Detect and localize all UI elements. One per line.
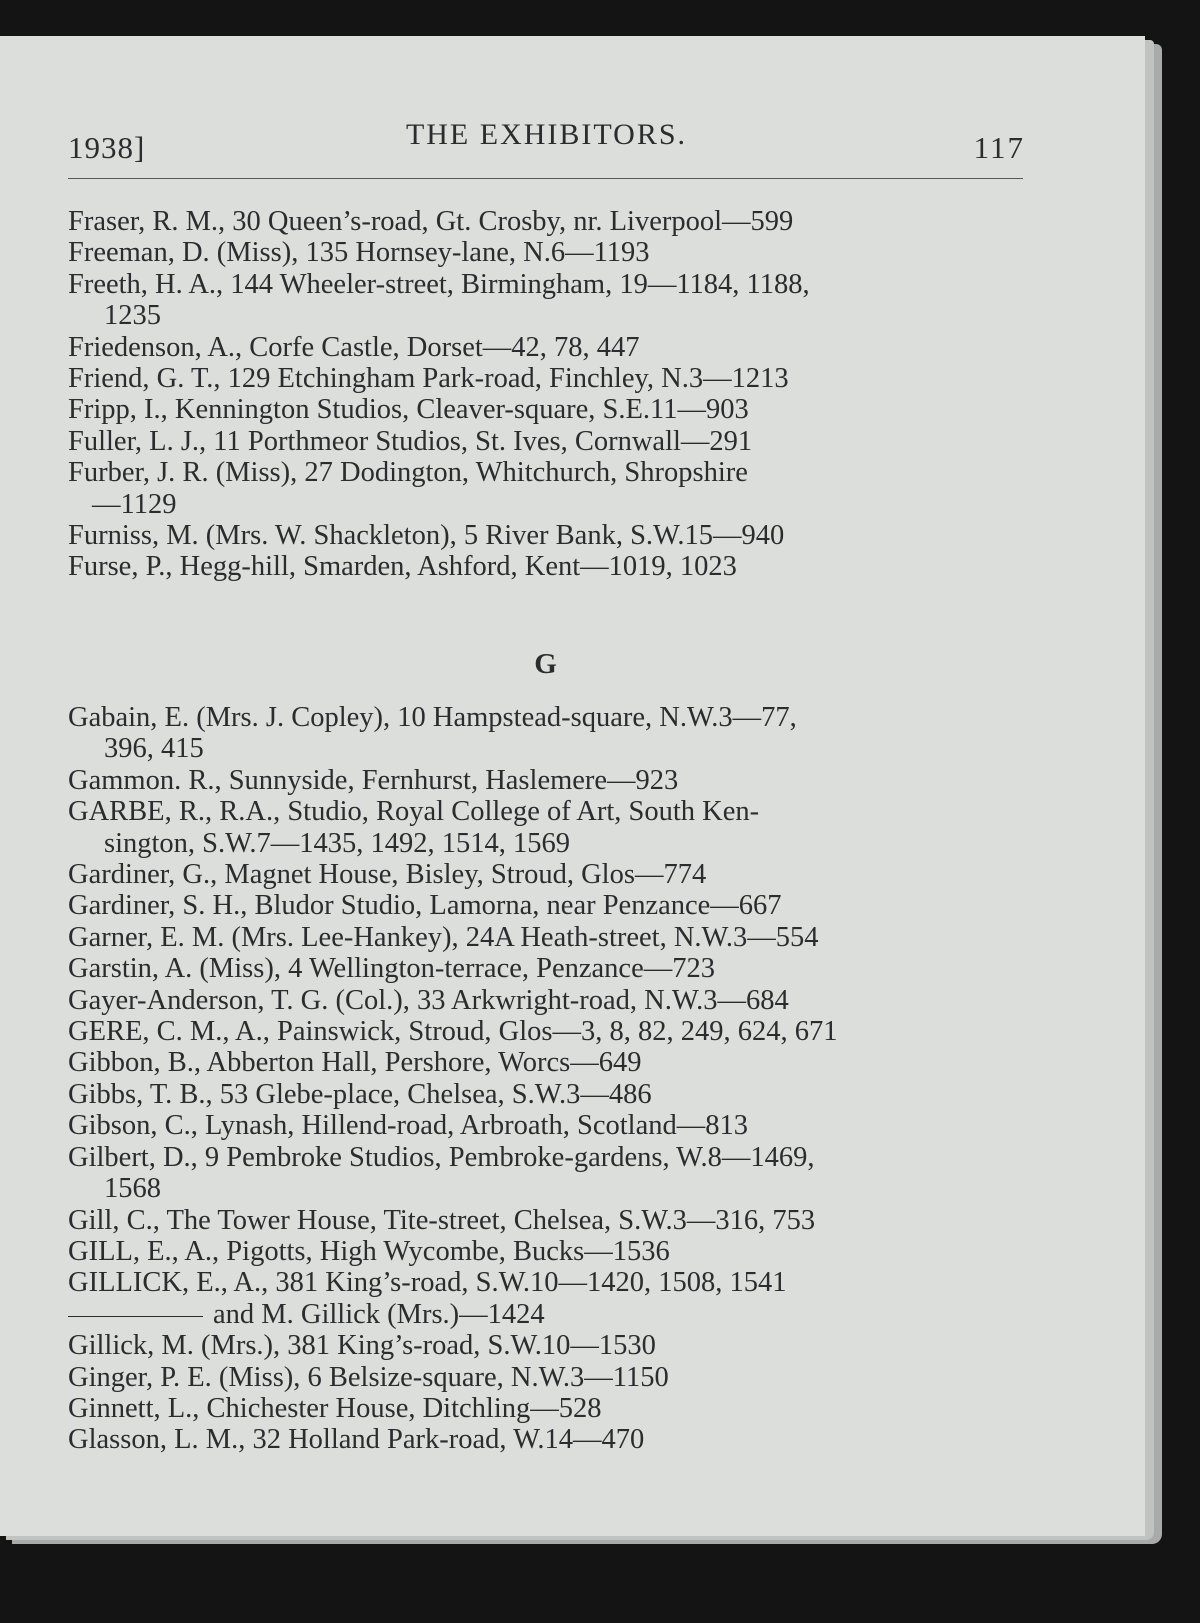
list-item bbox=[68, 1424, 1028, 1455]
list-item bbox=[68, 1142, 1028, 1205]
entry-text: Gillick, M. (Mrs.), 381 King’s-road, S.W.10—1530 bbox=[68, 1330, 656, 1362]
list-item bbox=[68, 1110, 1028, 1141]
header-rule bbox=[68, 178, 1023, 179]
list-item bbox=[68, 1393, 1028, 1424]
book-page bbox=[0, 36, 1145, 1536]
list-item bbox=[68, 1362, 1028, 1393]
list-item bbox=[68, 1299, 1028, 1330]
list-item bbox=[68, 1047, 1028, 1078]
entry-text: Gammon. R., Sunnyside, Fernhurst, Haslemere—923 bbox=[68, 764, 679, 796]
ditto-rule bbox=[68, 1316, 203, 1317]
list-item bbox=[68, 332, 1028, 363]
entry-text: Ginger, P. E. (Miss), 6 Belsize-square, N.W.3—1150 bbox=[68, 1361, 669, 1393]
list-item bbox=[68, 394, 1028, 425]
entry-text: Furniss, M. (Mrs. W. Shackleton), 5 River Bank, S.W.15—940 bbox=[68, 520, 785, 552]
entry-text: Gayer-Anderson, T. G. (Col.), 33 Arkwright-road, N.W.3—684 bbox=[68, 984, 789, 1016]
entry-text: Gibson, C., Lynash, Hillend-road, Arbroath, Scotland—813 bbox=[68, 1110, 748, 1142]
list-item bbox=[68, 206, 1028, 237]
entry-text: Fripp, I., Kennington Studios, Cleaver-square, S.E.11—903 bbox=[68, 394, 749, 426]
list-item bbox=[68, 363, 1028, 394]
list-item bbox=[68, 796, 1028, 859]
entry-text: Gill, C., The Tower House, Tite-street, Chelsea, S.W.3—316, 753 bbox=[68, 1204, 816, 1236]
list-item bbox=[68, 1079, 1028, 1110]
entry-text: Garner, E. M. (Mrs. Lee-Hankey), 24A Heath-street, N.W.3—554 bbox=[68, 921, 819, 953]
running-head-year: 1938] bbox=[68, 130, 146, 165]
entry-text: Freeman, D. (Miss), 135 Hornsey-lane, N.6—1193 bbox=[68, 237, 650, 269]
entry-text: Friend, G. T., 129 Etchingham Park-road, Finchley, N.3—1213 bbox=[68, 363, 789, 395]
entry-continuation: —1129 bbox=[92, 488, 177, 520]
entry-text: GILLICK, E., A., 381 King’s-road, S.W.10—1420, 1508, 1541 bbox=[68, 1267, 787, 1299]
list-item bbox=[68, 520, 1028, 551]
page-number: 117 bbox=[973, 130, 1025, 165]
list-item bbox=[68, 922, 1028, 953]
entry-text: Glasson, L. M., 32 Holland Park-road, W.14—470 bbox=[68, 1424, 645, 1456]
list-item bbox=[68, 237, 1028, 268]
section-heading: G bbox=[534, 648, 557, 680]
list-item bbox=[68, 1205, 1028, 1236]
list-item bbox=[68, 702, 1028, 765]
entry-text: Furber, J. R. (Miss), 27 Dodington, Whitchurch, Shropshire bbox=[68, 457, 748, 489]
list-item bbox=[68, 269, 1028, 332]
entry-text: GARBE, R., R.A., Studio, Royal College of Art, South Ken- bbox=[68, 796, 760, 828]
entry-text: Gibbs, T. B., 53 Glebe-place, Chelsea, S.W.3—486 bbox=[68, 1078, 652, 1110]
running-head-title: THE EXHIBITORS. bbox=[405, 118, 688, 151]
entries-g-section bbox=[68, 702, 1028, 1456]
entry-text: Gabain, E. (Mrs. J. Copley), 10 Hampstead-square, N.W.3—77, bbox=[68, 702, 797, 733]
list-item bbox=[68, 1016, 1028, 1047]
list-item bbox=[68, 1236, 1028, 1267]
list-item bbox=[68, 1267, 1028, 1298]
list-item bbox=[68, 426, 1028, 457]
entry-text: GILL, E., A., Pigotts, High Wycombe, Bucks—1536 bbox=[68, 1235, 670, 1267]
entry-text: Friedenson, A., Corfe Castle, Dorset—42, 78, 447 bbox=[68, 331, 640, 363]
entry-continuation: 1568 bbox=[104, 1173, 161, 1205]
entry-text: Gibbon, B., Abberton Hall, Pershore, Worcs—649 bbox=[68, 1047, 642, 1079]
entry-text: Ginnett, L., Chichester House, Ditchling—528 bbox=[68, 1392, 602, 1424]
running-head bbox=[68, 118, 1025, 168]
list-item bbox=[68, 551, 1028, 582]
entry-continuation: sington, S.W.7—1435, 1492, 1514, 1569 bbox=[104, 827, 571, 859]
entry-text: Fraser, R. M., 30 Queen’s-road, Gt. Crosby, nr. Liverpool—599 bbox=[68, 206, 794, 237]
entry-text: Gardiner, S. H., Bludor Studio, Lamorna, near Penzance—667 bbox=[68, 890, 782, 922]
list-item bbox=[68, 859, 1028, 890]
list-item bbox=[68, 953, 1028, 984]
entries-f-section bbox=[68, 206, 1028, 583]
entry-continuation: 1235 bbox=[104, 300, 161, 332]
entry-text: Garstin, A. (Miss), 4 Wellington-terrace, Penzance—723 bbox=[68, 953, 715, 985]
entry-text: Furse, P., Hegg-hill, Smarden, Ashford, Kent—1019, 1023 bbox=[68, 551, 737, 583]
entry-text: and M. Gillick (Mrs.)—1424 bbox=[213, 1298, 545, 1330]
entry-text: Fuller, L. J., 11 Porthmeor Studios, St. Ives, Cornwall—291 bbox=[68, 425, 753, 457]
list-item bbox=[68, 890, 1028, 921]
list-item bbox=[68, 985, 1028, 1016]
list-item bbox=[68, 765, 1028, 796]
entry-text: Freeth, H. A., 144 Wheeler-street, Birmingham, 19—1184, 1188, bbox=[68, 268, 810, 300]
list-item bbox=[68, 1330, 1028, 1361]
entry-continuation: 396, 415 bbox=[104, 733, 204, 765]
entry-text: GERE, C. M., A., Painswick, Stroud, Glos—3, 8, 82, 249, 624, 671 bbox=[68, 1016, 838, 1048]
entry-text: Gilbert, D., 9 Pembroke Studios, Pembroke-gardens, W.8—1469, bbox=[68, 1141, 815, 1173]
entry-text: Gardiner, G., Magnet House, Bisley, Stroud, Glos—774 bbox=[68, 859, 707, 891]
list-item bbox=[68, 457, 1028, 520]
